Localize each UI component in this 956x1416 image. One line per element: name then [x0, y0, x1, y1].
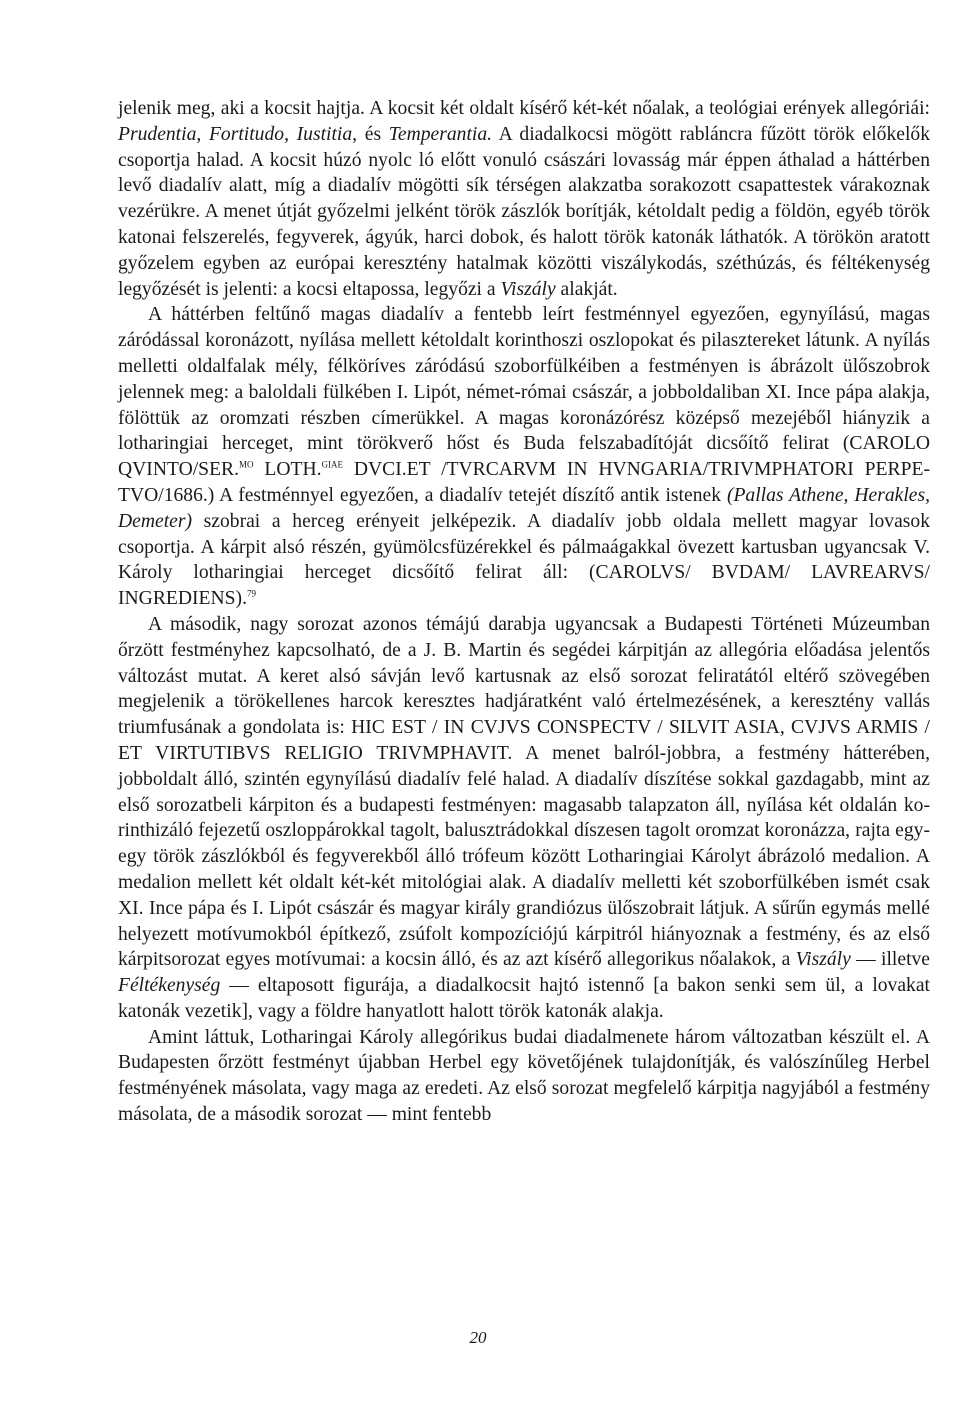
text-run: A háttérben feltűnő magas diadalív a fentebb leírt festménnyel egyezően, egynyílású, magas záródással koronázott, nyílása mellett kétoldalt korinthoszi oszlopokat és pilasztereket látunk. A nyílás melletti oldalfalak mély, félköríves záródású szoborfülkéiben a festményen is ábrázolt ülőszobrok jelennek meg: a baloldali fülkében I. Lipót, német-római császár, a jobboldaliban XI. Ince pápa alakja, fölöttük az oromzati részben címerükkel. A magas koronázórész középső mezejéből hiányzik a lotharingiai herceget, mint törökverő hőst és Buda felszabadítóját dicsőítő felirat (CAROLO QVINTO/SER. — [118, 304, 930, 481]
italic-run: Prudentia, Fortitudo, Iustitia, — [118, 123, 358, 145]
page-number: 20 — [469, 1328, 487, 1347]
text-run: — illetve — [850, 949, 931, 971]
italic-run: Viszály — [500, 278, 556, 300]
superscript-run: MO — [239, 459, 254, 470]
italic-run: Féltékenység — [118, 975, 221, 997]
text-body — [118, 96, 930, 1128]
italic-run: Temperantia. — [388, 123, 493, 145]
superscript-run: GIAE — [321, 459, 344, 470]
text-run: jelenik meg, aki a kocsit hajtja. A kocsit két oldalt kísérő két-két nőalak, a teológiai erények allegóriái: — [118, 98, 930, 119]
text-run: szobrai a herceg erényeit jelképezik. A diadalív jobb oldala mellett magyar lovasok csoportja. A kárpit alsó részén, gyümölcsfüzérekkel és pálmaágakkal övezett kartusban ugyancsak V. Károly lotharingiai herceget dicsőítő felirat áll: (CAROLVS/ BVDAM/ LAVREARVS/ INGREDIENS). — [118, 510, 930, 610]
italic-run: (Pallas Athene, Herakles, Demeter) — [118, 484, 930, 532]
page-body — [118, 96, 930, 1128]
paragraph-3 — [118, 612, 930, 1025]
text-run: A diadalkocsi mögött rabláncra fűzött török előkelők csoportja halad. A kocsit húzó nyolc ló előtt vonuló császári lovasság már éppen áthalad a háttérben levő diadalív alatt, míg a diadalív mögötti sík térségen alakzatba sorakozott csapattestek várakoznak vezérükre. A menet útját győzelmi jelként török zászlók borítják, kétoldalt pedig a földön, egyéb török katonai felszerelés, fegyverek, ágyúk, harci dobok, és halott török katonák láthatók. A törökön aratott győzelem egyben az európai keresztény hatalmak közötti viszálykodás, széthúzás, és féltékenység legyőzését is jelenti: a kocsi eltapossa, legyőzi a — [118, 123, 930, 300]
text-run: Amint láttuk, Lotharingai Károly allegórikus budai diadalmenete három változatban készült el. A Budapesten őrzött festményt újabban Herbel egy követőjének tulajdonítják, és valószínűleg Herbel festményének másolata, vagy maga az eredeti. Az első sorozat megfelelő kárpitja nagyjából a festmény másolata, de a második sorozat — mint fentebb — [118, 1026, 930, 1126]
superscript-run: 79 — [246, 588, 256, 599]
paragraph-1 — [118, 96, 930, 302]
paragraph-4 — [118, 1025, 930, 1128]
text-run: és — [357, 123, 389, 145]
text-run: LOTH. — [253, 459, 322, 481]
text-run: DVCI.ET /TVRCARVM IN HVNGARIA/TRIVMPHATORI PERPETVO/1686.) A festménnyel egyezően, a diadalív tetejét díszítő antik istenek — [118, 459, 930, 506]
text-run: — eltaposott figurája, a diadalkocsit hajtó istennő [a bakon senki sem ül, a lovakat katonák vezetik], vagy a földre hanyatlott halott török katonák alakja. — [118, 975, 930, 1022]
text-run: A második, nagy sorozat azonos témájú darabja ugyancsak a Budapesti Történeti Múzeumban őrzött festményhez kapcsolható, de a J. B. Martin és segédei kárpitján az allegória előadása jelentős változást mutat. A keret alsó sávján levő kartusnak az első sorozat feliratától eltérő szövegében megjelenik a törökellenes harcok keresztes hadjáratként való értelmezésének, a keresztény vallás triumfusának a gondolata is: HIC EST / IN CVJVS CONSPECTV / SILVIT ASIA, CVJVS ARMIS / ET VIRTUTIBVS RELIGIO TRIVMPHAVIT. A menet balról-jobbra, a festmény hátterében, jobboldalt álló, szintén egynyílású diadalív felé halad. A diadalív díszítése sokkal gazdagabb, mint az első sorozatbeli kárpiton és a budapesti festményen: magasabb talapzaton áll, nyílása két oldalán korinthizáló fejezetű oszloppárokkal tagolt, balusztrádokkal díszesen tagolt oromzat koronázza, rajta egy-egy török zászlókból és fegyverekből álló trófeum között Lotharingiai Károlyt ábrázoló medalion. A medalion mellett két oldalt két-két mitológiai alak. A diadalív melletti két szoborfülkében ismét csak XI. Ince pápa és I. Lipót császár és magyar király grandiózus ülőszobrait látjuk. A sűrűn egymás mellé helyezett motívumokból építkező, zsúfolt kompozíciójú kárpitról hiányoznak a festmény, és az első kárpitsorozat egyes motívumai: a kocsin álló, és az azt kísérő allegorikus nőalakok, a — [118, 613, 930, 971]
paragraph-2 — [118, 302, 930, 612]
text-run: alakját. — [555, 278, 618, 300]
italic-run: Viszály — [795, 949, 851, 971]
